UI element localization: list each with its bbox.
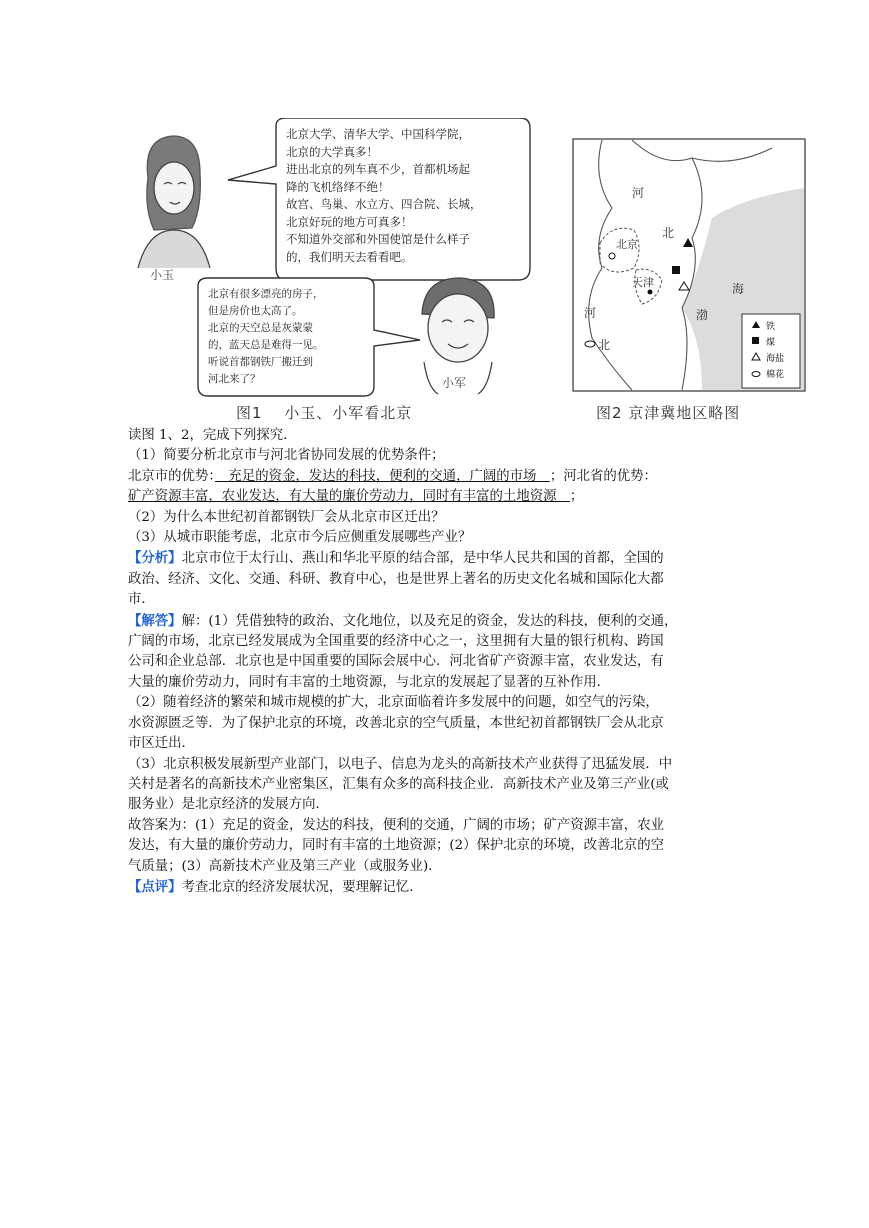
- xiaojun-bubble-text: [208, 286, 324, 388]
- solution-tag: 【解答】: [128, 612, 182, 629]
- xiaojun-line: 听说首都钢铁厂搬迁到: [208, 356, 313, 368]
- comment-text: 考查北京的经济发展状况，要理解记忆．: [181, 879, 423, 895]
- legend-salt-label: 海盐: [766, 354, 785, 364]
- tianjin-marker: [648, 290, 653, 295]
- map-label-beijing: 北京: [616, 238, 638, 251]
- xiaojun-line: 北京有很多漂亮的房子，: [208, 288, 324, 300]
- figures-area: [128, 118, 818, 424]
- xiaoyu-line: 北京大学、清华大学、中国科学院，: [286, 127, 470, 141]
- solution-line: 广阔的市场，北京已经发展成为全国重要的经济中心之一，这里拥有大量的银行机构、跨国: [128, 634, 664, 650]
- solution-line: （2）随着经济的繁荣和城市规模的扩大，北京面临着许多发展中的问题，如空气的污染，: [128, 695, 659, 711]
- map-label-hai: 海: [732, 282, 745, 296]
- xiaoyu-portrait: [138, 136, 210, 268]
- xiaojun-line: 但是房价也太高了。: [208, 305, 303, 317]
- solution-line: 故答案为：(1）充足的资金，发达的科技，便利的交通，广阔的市场；矿产资源丰富，农业: [128, 817, 664, 833]
- map-label-he: 河: [632, 186, 645, 200]
- question-1: （1）简要分析北京市与河北省协同发展的优势条件；: [128, 448, 445, 464]
- map-label-bei-south: 北: [598, 338, 611, 352]
- xiaoyu-line: 不知道外交部和外国使馆是什么样子: [286, 232, 470, 246]
- map-label-bei: 北: [662, 226, 675, 240]
- xiaoyu-line: 降的飞机络绎不绝！: [286, 179, 390, 194]
- solution-line: 市区迁出．: [128, 736, 195, 752]
- intro-line: 读图 1、2，完成下列探究．: [128, 428, 297, 443]
- analysis-text: 北京市位于太行山、燕山和华北平原的结合部，是中华人民共和国的首都，全国的: [181, 551, 664, 567]
- legend-cotton-label: 棉花: [766, 370, 785, 380]
- map-label-he-south: 河: [584, 306, 597, 320]
- figure-1-caption: 图1 小玉、小军看北京: [236, 404, 413, 422]
- map-label-tianjin: 天津: [632, 276, 654, 289]
- xiaoyu-line: 的，我们明天去看看吧。: [286, 249, 413, 264]
- figure-2-map: [572, 138, 808, 420]
- solution-line: 大量的廉价劳动力，同时有丰富的土地资源，与北京的发展起了显著的互补作用．: [128, 674, 611, 690]
- xiaoyu-bubble-text: [286, 126, 482, 266]
- legend-coal-label: 煤: [766, 338, 776, 348]
- answer-1-line-2: [128, 487, 768, 507]
- figure-1: [128, 118, 568, 420]
- legend-cotton-symbol: [752, 372, 760, 377]
- question-2: （2）为什么本世纪初首都钢铁厂会从北京市区迁出？: [128, 509, 445, 525]
- xiaojun-line: 北京的天空总是灰蒙蒙: [208, 322, 313, 334]
- xiaojun-line: 的，蓝天总是难得一见。: [208, 339, 324, 351]
- analysis-tag: 【分析】: [128, 550, 182, 567]
- xiaojun-line: 河北来了？: [208, 373, 261, 385]
- map-label-bohai: 渤: [696, 308, 709, 322]
- solution-line-1: [128, 611, 768, 632]
- map-drawing: [572, 138, 808, 394]
- analysis-line-3: 市．: [128, 592, 155, 608]
- answer-end: ；: [569, 489, 584, 505]
- comment-line: [128, 877, 768, 898]
- coal-marker: [672, 266, 680, 274]
- xiaoyu-line: 故宫、鸟巢、水立方、四合院、长城，: [286, 197, 482, 211]
- answer-beijing-prefix: 北京市的优势：: [128, 468, 216, 484]
- solution-line: （3）北京积极发展新型产业部门，以电子、信息为龙头的高新技术产业获得了迅猛发展．中: [128, 756, 673, 772]
- figure-2-caption: 图2 京津冀地区略图: [596, 404, 741, 422]
- analysis-line-1: [128, 548, 768, 569]
- xiaoyu-line: 北京的大学真多！: [286, 144, 378, 159]
- solution-line: 服务业）是北京经济的发展方向．: [128, 797, 329, 813]
- xiaoyu-line: 北京好玩的地方可真多！: [286, 214, 413, 229]
- analysis-line-2: 政治、经济、文化、交通、科研、教育中心，也是世界上著名的历史文化名城和国际化大都: [128, 571, 664, 587]
- solution-line: 水资源匮乏等．为了保护北京的环境，改善北京的空气质量，本世纪初首都钢铁厂会从北京: [128, 715, 664, 731]
- question-body: [128, 426, 768, 898]
- solution-line: 气质量；(3）高新技术产业及第三产业（或服务业)．: [128, 858, 442, 874]
- xiaojun-name: 小军: [442, 376, 467, 390]
- answer-beijing-blank: 充足的资金，发达的科技，便利的交通，广阔的市场: [215, 468, 550, 484]
- cotton-marker: [585, 341, 595, 347]
- comment-tag: 【点评】: [128, 878, 182, 895]
- answer-hebei-blank: 矿产资源丰富，农业发达，有大量的廉价劳动力，同时有丰富的土地资源: [128, 489, 570, 505]
- legend-coal-symbol: [752, 337, 759, 344]
- answer-1-line-1: [128, 467, 768, 487]
- solution-line: 公司和企业总部．北京也是中国重要的国际会展中心．河北省矿产资源丰富，农业发达，有: [128, 654, 664, 670]
- legend-iron-label: 铁: [766, 322, 776, 332]
- xiaoyu-line: 进出北京的列车真不少，首都机场起: [286, 162, 470, 176]
- answer-mid: ；河北省的优势：: [549, 468, 657, 484]
- solution-line: 发达，有大量的廉价劳动力，同时有丰富的土地资源；(2）保护北京的环境，改善北京的空: [128, 838, 664, 854]
- solution-text: 解：(1）凭借独特的政治、文化地位，以及充足的资金，发达的科技，便利的交通，: [181, 613, 678, 629]
- xiaoyu-name: 小玉: [150, 268, 175, 282]
- beijing-marker: [609, 253, 615, 259]
- solution-line: 关村是著名的高新技术产业密集区，汇集有众多的高科技企业．高新技术产业及第三产业(或: [128, 776, 669, 792]
- question-3: （3）从城市职能考虑，北京市今后应侧重发展哪些产业？: [128, 530, 472, 546]
